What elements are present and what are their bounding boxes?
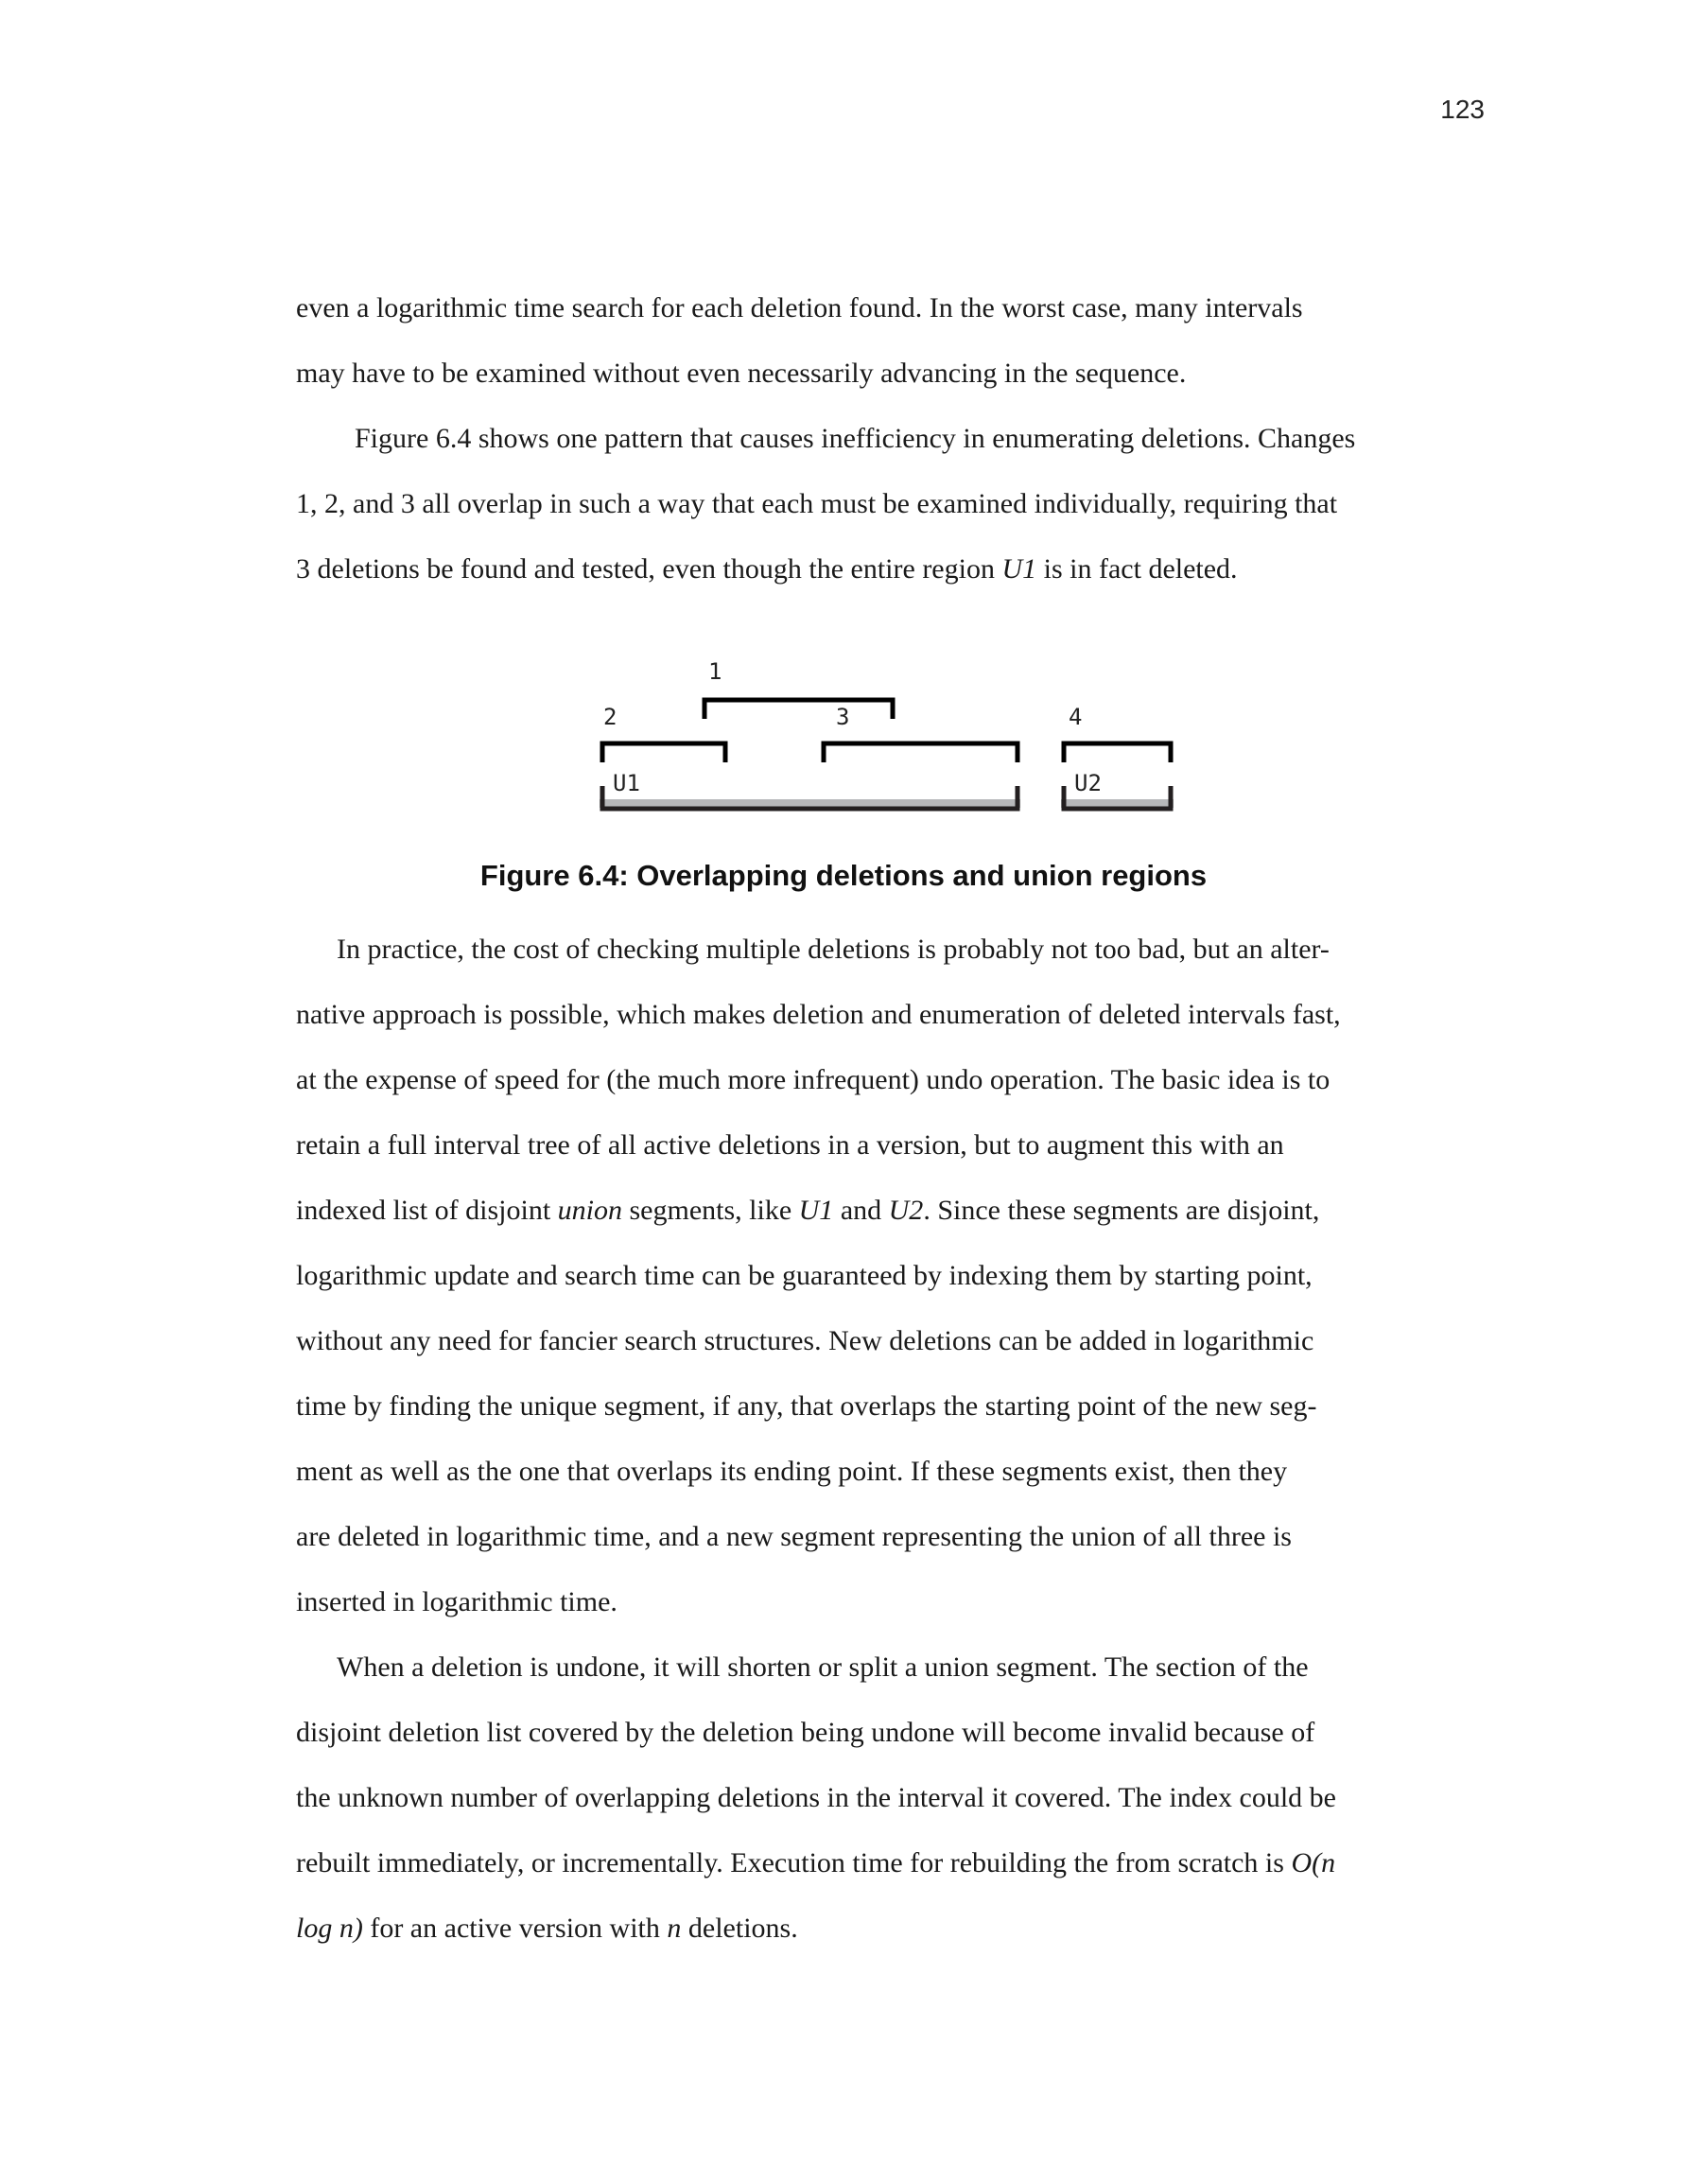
text-line: time by finding the unique segment, if any, that overlaps the starting point of the new seg-	[296, 1390, 1317, 1422]
text-line: without any need for fancier search structures. New deletions can be added in logarithmic	[296, 1325, 1314, 1356]
emphasis-u1: U1	[1001, 553, 1037, 585]
union-u1-fill	[600, 799, 1020, 808]
text-run: rebuilt immediately, or incrementally. Execution time for rebuilding the from scratch is	[296, 1847, 1292, 1878]
text-run: 3 deletions be found and tested, even though the entire region	[296, 553, 1002, 585]
text-line: disjoint deletion list covered by the deletion being undone will become invalid because of	[296, 1717, 1315, 1748]
union-u2-bracket	[1064, 786, 1171, 809]
deletion-2-label: 2	[603, 704, 617, 730]
text-line: at the expense of speed for (the much more infrequent) undo operation. The basic idea is to	[296, 1064, 1330, 1095]
paragraph-4	[296, 1634, 1459, 1961]
text-line: are deleted in logarithmic time, and a new segment representing the union of all three is	[296, 1521, 1292, 1552]
union-u2-label: U2	[1074, 770, 1102, 796]
text-line: Figure 6.4 shows one pattern that causes inefficiency in enumerating deletions. Changes	[355, 423, 1356, 454]
text-run: segments, like	[622, 1195, 799, 1226]
text-line: In practice, the cost of checking multiple deletions is probably not too bad, but an alter-	[337, 934, 1330, 965]
page-number: 123	[1440, 95, 1485, 124]
deletion-1-bracket	[704, 700, 893, 719]
text-line: the unknown number of overlapping deletions in the interval it covered. The index could be	[296, 1782, 1336, 1813]
emphasis-u1: U1	[798, 1195, 834, 1226]
emphasis-big-o: O(n	[1291, 1847, 1336, 1878]
emphasis-log-n: log n)	[296, 1913, 363, 1944]
text-line: even a logarithmic time search for each deletion found. In the worst case, many intervals	[296, 292, 1303, 323]
paragraph-1	[296, 275, 1459, 406]
emphasis-union: union	[557, 1195, 622, 1226]
text-line: may have to be examined without even necessarily advancing in the sequence.	[296, 358, 1187, 389]
emphasis-u2: U2	[888, 1195, 924, 1226]
text-line: retain a full interval tree of all active deletions in a version, but to augment this with an	[296, 1129, 1284, 1161]
union-u2-fill	[1061, 799, 1174, 808]
text-run: . Since these segments are disjoint,	[923, 1195, 1320, 1226]
text-line	[296, 1896, 1459, 1961]
text-line: ment as well as the one that overlaps its ending point. If these segments exist, then they	[296, 1456, 1288, 1487]
text-line: inserted in logarithmic time.	[296, 1586, 617, 1617]
emphasis-n: n	[667, 1913, 682, 1944]
deletion-4-bracket	[1064, 743, 1171, 762]
text-line: 1, 2, and 3 all overlap in such a way that each must be examined individually, requiring that	[296, 488, 1338, 519]
text-line	[296, 536, 1459, 602]
text-run: and	[833, 1195, 889, 1226]
deletion-2-bracket	[602, 743, 725, 762]
deletion-1-label: 1	[708, 658, 722, 685]
text-line	[296, 1830, 1459, 1896]
text-run: deletions.	[681, 1913, 798, 1944]
figure-caption: Figure 6.4: Overlapping deletions and union regions	[479, 859, 1208, 892]
paragraph-2	[296, 406, 1459, 602]
deletion-3-label: 3	[836, 704, 850, 730]
union-u1-bracket	[602, 786, 1017, 809]
text-run: indexed list of disjoint	[296, 1195, 558, 1226]
text-line: When a deletion is undone, it will shorten or split a union segment. The section of the	[337, 1651, 1309, 1683]
text-line	[296, 1178, 1459, 1243]
text-run: is in fact deleted.	[1036, 553, 1238, 585]
deletion-3-bracket	[824, 743, 1017, 762]
union-u1-label: U1	[613, 770, 640, 796]
text-run: for an active version with	[362, 1913, 668, 1944]
text-line: native approach is possible, which makes deletion and enumeration of deleted intervals fast,	[296, 999, 1341, 1030]
text-line: logarithmic update and search time can be guaranteed by indexing them by starting point,	[296, 1260, 1313, 1291]
paragraph-3	[296, 917, 1459, 1634]
deletion-4-label: 4	[1069, 704, 1083, 730]
